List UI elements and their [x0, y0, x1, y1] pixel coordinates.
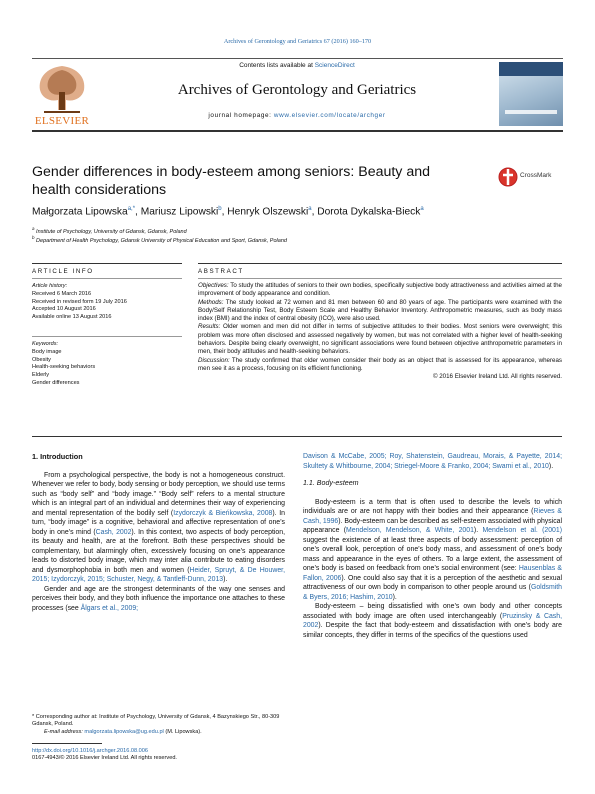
- keywords-heading: Keywords:: [32, 341, 59, 347]
- text-run: ).: [223, 576, 228, 583]
- cover-band: [499, 62, 563, 76]
- corresponding-author-note: * Corresponding author at: Institute of Psychology, University of Gdansk, 4 Bazynskiego Str., 80-309 Gdansk, Poland.: [32, 714, 280, 728]
- text-run: ). One could also say that it is a perception of the aesthetic and sexual attractiveness of our own body in comparison to other people around us (: [303, 574, 562, 591]
- homepage-prefix: journal homepage:: [208, 112, 274, 119]
- header-top-rule: [32, 58, 563, 59]
- keywords-rule: [32, 336, 182, 337]
- text-run: ).: [548, 462, 554, 470]
- email-line: [32, 729, 285, 736]
- affiliation-sup: a: [32, 226, 35, 231]
- article-title: Gender differences in body-esteem among seniors: Beauty and health considerations: [32, 164, 431, 198]
- abstract-objectives: [198, 282, 562, 299]
- footnote: [32, 714, 285, 736]
- text-run: suggest the existence of at least three aspects of body assessment: perception of one’s overall look, perception of one’s body mass, and assessment of one’s body mass and appearance in the eyes of others. To a large extent, the assessment of one’s body is based on feedback from one’s social environment (see:: [303, 536, 562, 572]
- email-link[interactable]: malgorzata.lipowska@ug.edu.pl: [84, 728, 164, 735]
- abstract-body: [198, 282, 562, 382]
- citation-link[interactable]: Rieves & Cash, 1996: [303, 508, 563, 525]
- intro-paragraph: [32, 471, 285, 585]
- results-text: Older women and men did not differ in terms of subjective attitudes to their bodies. Most seniors were overweight; this problem was more often disclosed and assessed negatively by women, but was not correlated with a higher level of health-seeking behaviors. Despite being clearly overweight, no significant associations were found between objective anthropometric parameters in men, their body attitudes and health-seeking behaviors.: [198, 323, 562, 356]
- citation-link[interactable]: Goldsmith & Byers, 2016; Hashim, 2010: [303, 584, 562, 601]
- text-run: Gender and age are the strongest determinants of the way one senses and perceives their body, and they both influence the importance one attaches to these processes (see: [32, 585, 285, 612]
- abstract-subrule: [198, 278, 562, 279]
- text-run: ).: [392, 593, 397, 601]
- abstract-copyright: © 2016 Elsevier Ireland Ltd. All rights reserved.: [432, 373, 562, 381]
- body-top-rule: [32, 436, 562, 437]
- author-sup[interactable]: b: [218, 206, 222, 212]
- cover-stripe: [505, 110, 557, 114]
- history-item: Available online 13 August 2016: [32, 314, 112, 321]
- right-column: [303, 452, 562, 640]
- affiliation: [32, 226, 552, 235]
- objectives-text: To study the attitudes of seniors to their own bodies, specifically subjective body attractiveness and activities aimed at the improvement of body appearance and condition.: [198, 282, 562, 298]
- citation-link[interactable]: Mendelson et al. (2001): [482, 527, 562, 534]
- elsevier-wordmark: ELSEVIER: [34, 115, 90, 127]
- keyword: Elderly: [32, 372, 50, 379]
- article-info-subrule: [32, 278, 182, 279]
- journal-citation[interactable]: Archives of Gerontology and Geriatrics 67 (2016) 160–170: [223, 38, 372, 45]
- text-run: ).: [473, 527, 483, 534]
- citation-link[interactable]: Pruzinsky & Cash, 2002: [303, 612, 562, 629]
- keywords: [32, 341, 177, 388]
- text-run: ). Body-esteem can be described as self-esteem associated with physical appearance (: [303, 517, 563, 534]
- intro-continuation: [303, 452, 562, 471]
- text-run: Body-esteem is a term that is often used to describe the levels to which individuals are or are not happy with their bodies and their appearance (: [303, 498, 562, 515]
- methods-text: The study looked at 72 women and 81 men between 60 and 80 years of age. The participants were examined with the Body/Self Relationship Test, Body Esteem Scale and Healthy Behavior Inventory. Anthropometric measures, such as body mass index (BMI) and the index of central obesity (ICO), were also used.: [198, 298, 562, 323]
- history-item: Received 6 March 2016: [32, 290, 92, 297]
- citation-link[interactable]: Mendelson, Mendelson, & White, 2001: [346, 527, 474, 534]
- publication-info: [32, 748, 332, 763]
- author-name[interactable]: Dorota Dykalska-Bieck: [317, 206, 421, 218]
- abstract-methods: [198, 299, 562, 324]
- article-info-rule: [32, 263, 182, 264]
- citation-link[interactable]: Davison & McCabe, 2005; Roy, Shatenstein, Gaudreau, Morais, & Payette, 2014; Skultety & Whitbourne, 2004; Striegel-Moore & Franko, 2004; Swami et al., 2010: [303, 453, 562, 470]
- abstract-label: ABSTRACT: [198, 268, 244, 275]
- text-run: Body-esteem – being dissatisfied with one’s own body and other concepts associated with body image are often used interchangeably (: [303, 603, 562, 620]
- author-name[interactable]: Henryk Olszewski: [227, 206, 309, 218]
- citation-link[interactable]: Heider, Spruyt, & De Houwer, 2015; Izydorczyk, 2015; Schuster, Negy, & Tantleff-Dunn, 2013: [32, 566, 285, 583]
- footnote-rule: [32, 743, 102, 744]
- author-sup[interactable]: a: [308, 206, 312, 212]
- affiliation-sup: b: [32, 235, 35, 240]
- author-sup[interactable]: a: [420, 206, 424, 212]
- affiliation: [32, 235, 552, 244]
- author-name[interactable]: Mariusz Lipowski: [140, 206, 219, 218]
- keyword: Body image: [32, 348, 62, 355]
- citation-link[interactable]: Cash, 2002: [95, 528, 132, 536]
- abstract-discussion: [198, 357, 562, 374]
- subsection-heading: 1.1. Body-esteem: [303, 479, 359, 487]
- journal-cover-thumbnail: [499, 62, 563, 126]
- discussion-text: The study confirmed that older women consider their body as an object that is assessed for its appearance, whereas men see it as a process, focusing on its efficient functioning.: [198, 356, 563, 372]
- discussion-label: Discussion:: [198, 356, 230, 364]
- results-label: Results:: [198, 323, 221, 331]
- keyword: Health-seeking behaviors: [32, 364, 96, 371]
- history-item: Received in revised form 19 July 2016: [32, 298, 127, 305]
- contents-line: [112, 62, 482, 69]
- contents-prefix: Contents lists available at: [239, 62, 315, 69]
- author-list: Małgorzata Lipowska$^{a,*}$, Mariusz Lipowski$^b$, Henryk Olszewski$^a$, Dorota Dykalska-Bieck$^a$: [32, 206, 424, 218]
- elsevier-tree-logo-icon: [32, 62, 92, 114]
- abstract-results: [198, 323, 562, 356]
- text-run: ). Despite the fact that body-esteem and dissatisfaction with one’s body are similar concepts, they differ in terms of the specifics of the questions used: [303, 622, 562, 639]
- history-item: Accepted 10 August 2016: [32, 306, 96, 313]
- article-info-label: ARTICLE INFO: [32, 268, 94, 275]
- affiliation-text: Institute of Psychology, University of Gdansk, Gdansk, Poland: [36, 228, 187, 235]
- intro-heading: 1. Introduction: [32, 452, 83, 461]
- keyword: Obesity: [32, 356, 51, 363]
- article-history: [32, 283, 177, 322]
- author-sup[interactable]: a,*: [127, 206, 136, 212]
- objectives-label: Objectives:: [198, 282, 229, 289]
- issn-line: 0167-4943/© 2016 Elsevier Ireland Ltd. All rights reserved.: [32, 755, 177, 762]
- homepage-link[interactable]: www.elsevier.com/locate/archger: [273, 112, 386, 119]
- citation-link[interactable]: Izydorczyk & Bieńkowska, 2008: [173, 509, 273, 517]
- left-column: [32, 452, 285, 613]
- keyword: Gender differences: [32, 379, 80, 386]
- affiliation-text: Department of Health Psychology, Gdansk University of Physical Education and Sport, Gdansk, Poland: [36, 237, 287, 244]
- crossmark-label: CrossMark: [520, 172, 552, 179]
- abstract-rule: [198, 263, 562, 264]
- body-esteem-paragraph: [303, 498, 562, 603]
- citation-link[interactable]: Ålgars et al., 2009;: [80, 604, 139, 612]
- header-bottom-rule: [32, 130, 563, 132]
- crossmark-badge[interactable]: [498, 166, 562, 188]
- email-label: E-mail address:: [44, 728, 85, 735]
- history-heading: Article history:: [32, 283, 68, 289]
- email-suffix: (M. Lipowska).: [163, 728, 202, 735]
- intro-paragraph: [32, 585, 285, 614]
- author-name[interactable]: Małgorzata Lipowska: [32, 206, 128, 218]
- journal-homepage: [112, 112, 482, 119]
- citation-link[interactable]: Hausenblas & Fallon, 2006: [303, 565, 562, 582]
- text-run: From a psychological perspective, the body is not a homogeneous construct. Whenever we refer to body, body sensing or body perception, we should use terms such as “body self” and “body image.” “Body self” refers to a mental structure which is an integral part of an individual and determines their way of experiencing and mental representation of the bodily self (: [32, 471, 285, 517]
- text-run: ). In turn, “body image” is a cognitive, behavioral and affective representation of one’s body in one’s mind (: [32, 509, 286, 536]
- methods-label: Methods:: [198, 298, 224, 306]
- journal-name: Archives of Gerontology and Geriatrics: [177, 82, 417, 98]
- sciencedirect-link[interactable]: ScienceDirect: [314, 62, 355, 69]
- body-esteem-paragraph: [303, 602, 562, 640]
- doi-link[interactable]: http://dx.doi.org/10.1016/j.archger.2016.08.006: [32, 748, 149, 754]
- masthead: [32, 58, 563, 130]
- text-run: ). In this context, two aspects of body perception, its beauty and health, are at the forefront. Both these perspectives should be complementary, but alarmingly often, excessively focusing on one’s appearance leads to distorted body image, which may inter alia contribute to eating disorders and dysmorphophobia in both men and women (: [32, 528, 285, 574]
